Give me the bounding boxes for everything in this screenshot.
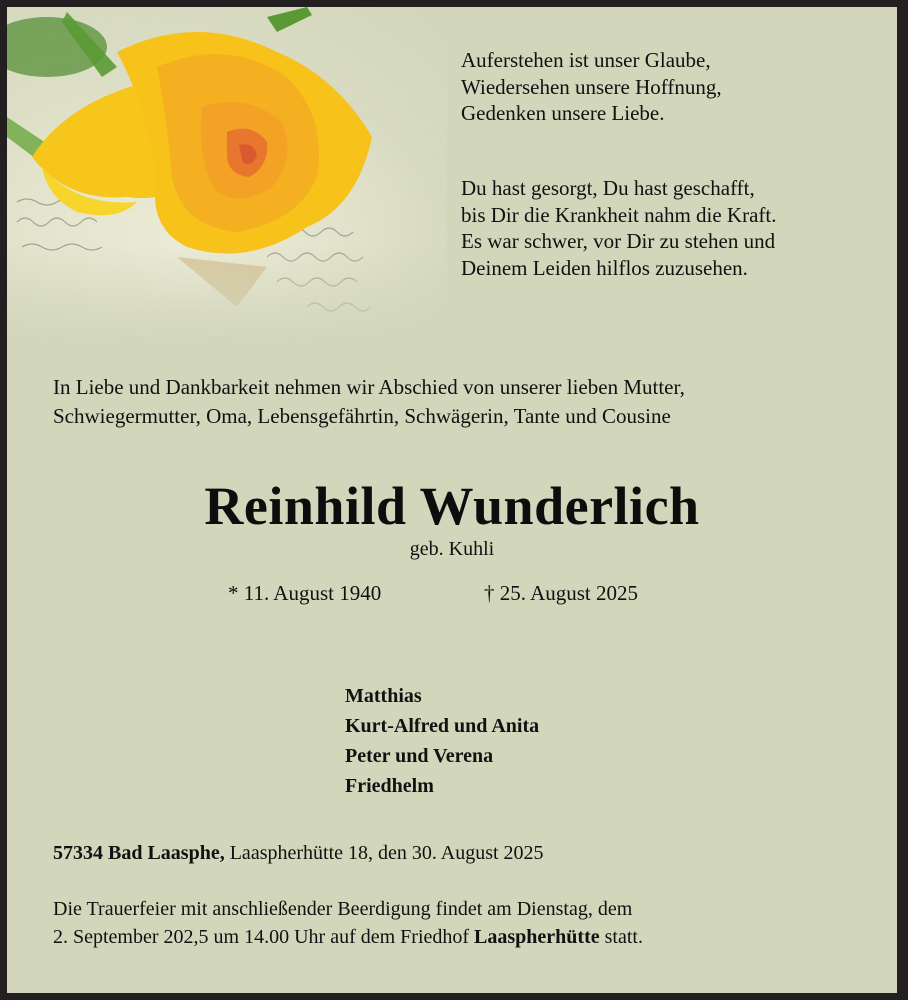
- place-address-date: Laaspherhütte 18, den 30. August 2025: [224, 842, 544, 864]
- mourner: Peter und Verena: [345, 745, 494, 767]
- mourner: Kurt-Alfred und Anita: [345, 715, 540, 737]
- poem-line: Du hast gesorgt, Du hast geschafft,: [461, 176, 755, 200]
- mourner: Matthias: [345, 685, 422, 707]
- poem-stanza-1: [461, 47, 722, 127]
- poem-line: Deinem Leiden hilflos zuzusehen.: [461, 255, 748, 280]
- ceremony-prefix: 2. September 202,5 um 14.00 Uhr auf dem Friedhof: [53, 926, 475, 948]
- deceased-name: Reinhild Wunderlich: [204, 476, 700, 536]
- intro-line: Schwiegermutter, Oma, Lebensgefährtin, Schwägerin, Tante und Cousine: [53, 404, 671, 428]
- cemetery-name: Laaspherhütte: [474, 926, 600, 948]
- mourner: Friedhelm: [345, 775, 434, 797]
- place-date-line: [53, 842, 544, 865]
- intro-line: In Liebe und Dankbarkeit nehmen wir Abschied von unserer lieben Mutter,: [53, 375, 685, 399]
- farewell-intro: [53, 373, 685, 431]
- funeral-notice: [53, 895, 643, 951]
- mourners-list: [345, 681, 539, 801]
- birth-date: * 11. August 1940: [228, 581, 382, 605]
- poem-line: Auferstehen ist unser Glaube,: [461, 48, 711, 72]
- poem-line: Es war schwer, vor Dir zu stehen und: [461, 229, 776, 253]
- obituary-card: [7, 7, 897, 993]
- poem-line: bis Dir die Krankheit nahm die Kraft.: [461, 202, 777, 227]
- poem-line: Wiedersehen unsere Hoffnung,: [461, 74, 722, 99]
- death-date: † 25. August 2025: [484, 581, 639, 605]
- place-city: 57334 Bad Laasphe,: [53, 842, 225, 864]
- ceremony-line-1: Die Trauerfeier mit anschließender Beerdigung findet am Dienstag, dem: [53, 898, 633, 920]
- poem-stanza-2: [461, 175, 777, 281]
- maiden-name: geb. Kuhli: [409, 538, 495, 560]
- rose-icon: [7, 7, 447, 347]
- rose-image: [7, 7, 447, 347]
- ceremony-suffix: statt.: [599, 926, 643, 948]
- ceremony-line-2: [53, 923, 643, 951]
- poem-line: Gedenken unsere Liebe.: [461, 101, 665, 125]
